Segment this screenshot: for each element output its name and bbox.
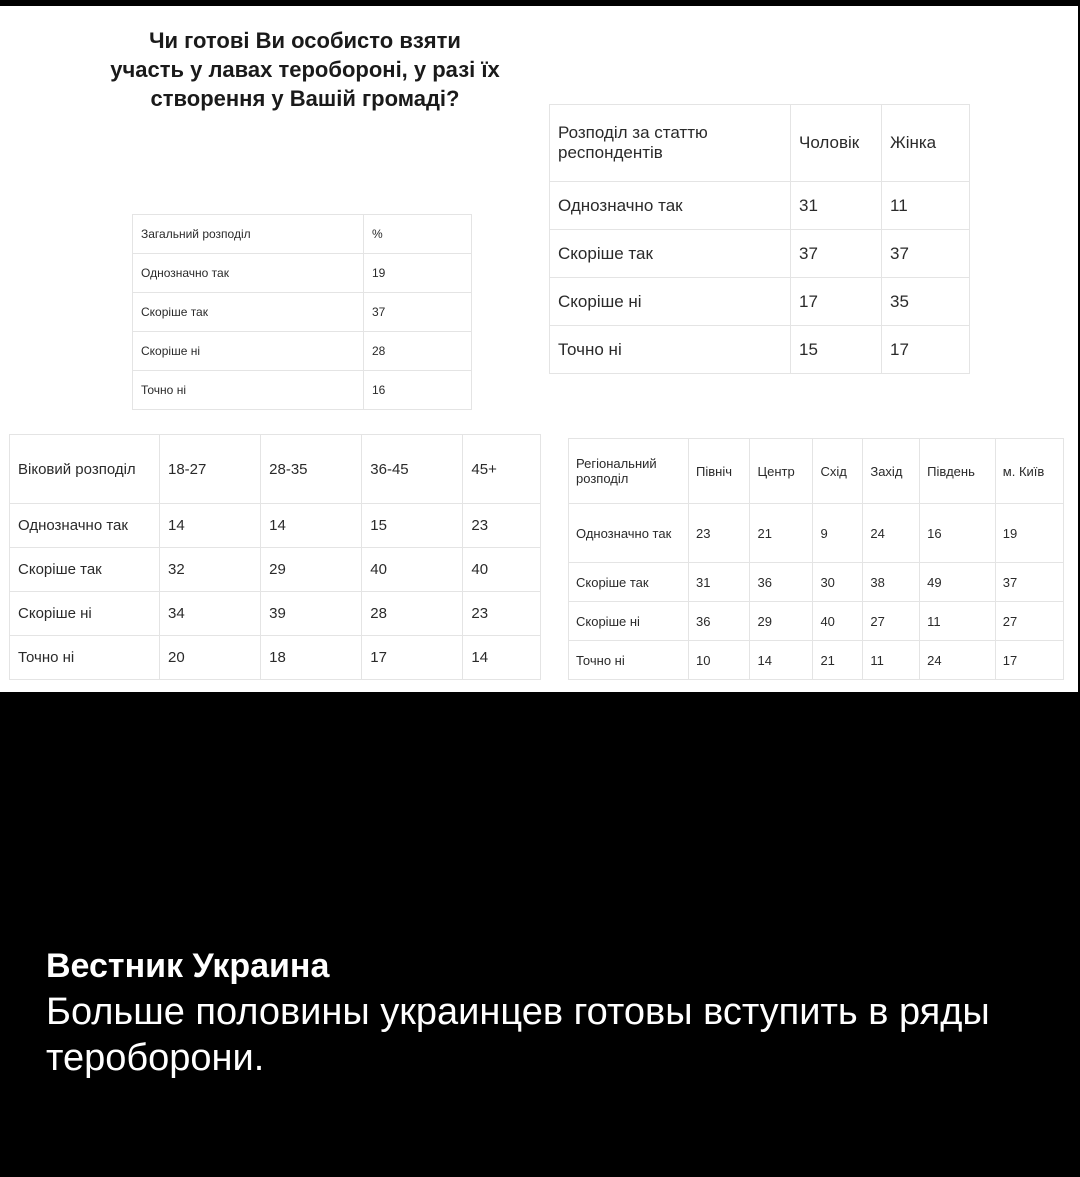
cell-value: 38 [863,563,920,602]
table-row [133,371,472,410]
table-header-row [550,105,970,182]
header-cell: 45+ [463,435,541,504]
row-label: Точно ні [550,326,791,374]
row-label: Однозначно так [10,504,160,548]
header-cell: Жінка [882,105,970,182]
row-label: Точно ні [10,636,160,680]
cell-value: 34 [160,592,261,636]
cell-value: 36 [750,563,813,602]
cell-value: 9 [813,504,863,563]
table-row [10,504,541,548]
post-caption [46,945,1046,1081]
cell-value: 11 [882,182,970,230]
cell-value: 16 [364,371,472,410]
cell-value: 18 [261,636,362,680]
cell-value: 19 [995,504,1063,563]
cell-value: 27 [995,602,1063,641]
cell-value: 31 [689,563,750,602]
cell-value: 21 [750,504,813,563]
cell-value: 24 [920,641,996,680]
cell-value: 40 [362,548,463,592]
header-cell: Віковий розподіл [10,435,160,504]
cell-value: 23 [689,504,750,563]
table-row [569,602,1064,641]
row-label: Скоріше ні [133,332,364,371]
header-cell: Північ [689,439,750,504]
cell-value: 14 [750,641,813,680]
cell-value: 15 [791,326,882,374]
cell-value: 17 [995,641,1063,680]
cell-value: 19 [364,254,472,293]
cell-value: 17 [791,278,882,326]
header-cell: Захід [863,439,920,504]
general-distribution-table [132,214,472,410]
header-cell: % [364,215,472,254]
table-row [569,563,1064,602]
row-label: Скоріше так [550,230,791,278]
header-cell: Схід [813,439,863,504]
header-cell: 36-45 [362,435,463,504]
cell-value: 30 [813,563,863,602]
row-label: Скоріше так [569,563,689,602]
survey-title: Чи готові Ви особисто взяти участь у лавах теробороні, у разі їх створення у Вашій громаді? [110,28,500,111]
table-header-row [569,439,1064,504]
cell-value: 23 [463,504,541,548]
cell-value: 20 [160,636,261,680]
cell-value: 11 [920,602,996,641]
cell-value: 35 [882,278,970,326]
cell-value: 40 [463,548,541,592]
row-label: Скоріше так [10,548,160,592]
caption-text: Больше половины украинцев готовы вступить в ряды тероборони. [46,991,990,1079]
cell-value: 36 [689,602,750,641]
gender-distribution-table [549,104,970,374]
regional-distribution-table [568,438,1064,680]
cell-value: 32 [160,548,261,592]
cell-value: 14 [261,504,362,548]
header-cell: Центр [750,439,813,504]
table-row [10,548,541,592]
table-row [550,278,970,326]
cell-value: 15 [362,504,463,548]
cell-value: 16 [920,504,996,563]
header-cell: Регіональний розподіл [569,439,689,504]
row-label: Однозначно так [569,504,689,563]
cell-value: 37 [882,230,970,278]
row-label: Скоріше ні [10,592,160,636]
cell-value: 39 [261,592,362,636]
cell-value: 29 [750,602,813,641]
cell-value: 28 [364,332,472,371]
table-row [550,230,970,278]
row-label: Однозначно так [550,182,791,230]
row-label: Скоріше ні [569,602,689,641]
table-header-row [10,435,541,504]
cell-value: 17 [362,636,463,680]
cell-value: 40 [813,602,863,641]
cell-value: 27 [863,602,920,641]
cell-value: 21 [813,641,863,680]
header-cell: Розподіл за статтю респондентів [550,105,791,182]
header-cell: Чоловік [791,105,882,182]
cell-value: 14 [160,504,261,548]
row-label: Однозначно так [133,254,364,293]
cell-value: 31 [791,182,882,230]
cell-value: 37 [791,230,882,278]
cell-value: 10 [689,641,750,680]
row-label: Точно ні [569,641,689,680]
row-label: Скоріше так [133,293,364,332]
row-label: Скоріше ні [550,278,791,326]
table-row [10,636,541,680]
cell-value: 37 [995,563,1063,602]
cell-value: 28 [362,592,463,636]
cell-value: 11 [863,641,920,680]
cell-value: 23 [463,592,541,636]
header-cell: м. Київ [995,439,1063,504]
table-row [569,641,1064,680]
header-cell: Південь [920,439,996,504]
table-row [550,182,970,230]
table-row [569,504,1064,563]
cell-value: 37 [364,293,472,332]
source-name[interactable]: Вестник Украина [46,947,330,985]
cell-value: 49 [920,563,996,602]
table-row [133,254,472,293]
cell-value: 17 [882,326,970,374]
table-header-row [133,215,472,254]
row-label: Точно ні [133,371,364,410]
cell-value: 14 [463,636,541,680]
header-cell: Загальний розподіл [133,215,364,254]
cell-value: 29 [261,548,362,592]
header-cell: 28-35 [261,435,362,504]
cell-value: 24 [863,504,920,563]
table-row [133,293,472,332]
table-row [550,326,970,374]
header-cell: 18-27 [160,435,261,504]
age-distribution-table [9,434,541,680]
table-row [10,592,541,636]
survey-image [0,6,1078,692]
table-row [133,332,472,371]
